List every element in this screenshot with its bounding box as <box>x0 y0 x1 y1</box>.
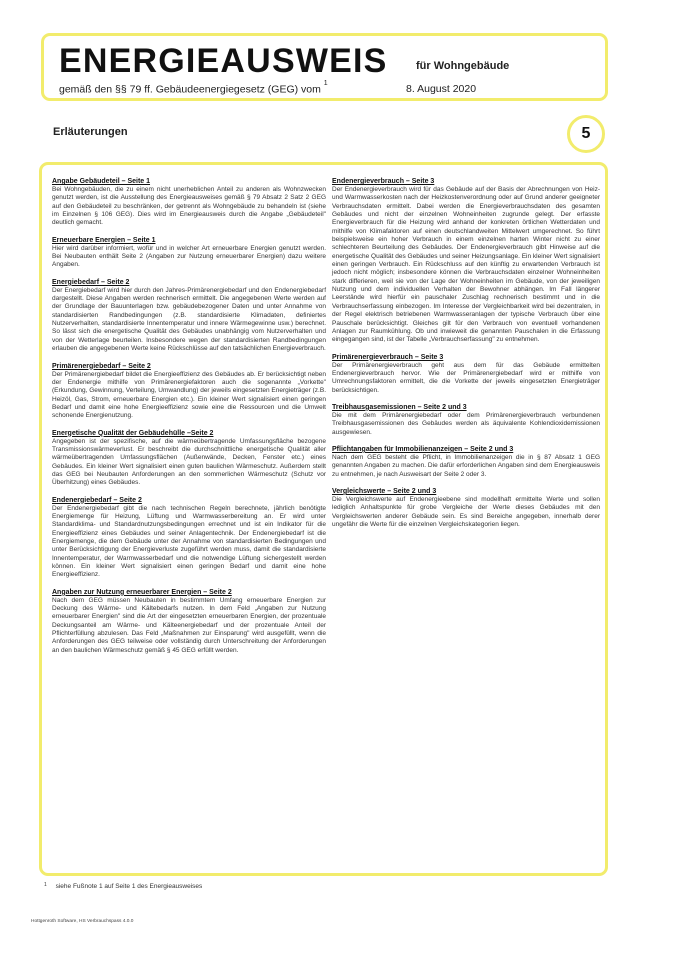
explanation-section <box>332 177 600 345</box>
section-title: Angabe Gebäudeteil – Seite 1 <box>52 178 151 185</box>
section-title: Primärenergieverbrauch – Seite 3 <box>332 353 444 361</box>
section-title: Angaben zur Nutzung erneuerbarer Energien – Seite 2 <box>52 588 232 596</box>
content-box <box>39 162 608 876</box>
explanation-section <box>332 445 600 479</box>
explanation-section <box>52 236 326 270</box>
section-text: Der Endenergiebedarf gibt die nach technischen Regeln berechnete, jährlich benötigte Energiemenge für Heizung, Lüftung und Warmwasserbereitung an. Er wird unter Standardklima- und Standardnutzungsbedingungen errechnet und ist ein Indikator für die Energieeffizienz eines Gebäudes und seiner Anlagentechnik. Der Endenergiebedarf ist die Energiemenge, die dem Gebäude unter der Annahme von standardisierten Bedingungen und unter Berücksichtigung der Energieverluste zugeführt werden muss, damit die standardisierte Innentemperatur, der Warmwasserbedarf und die notwendige Lüftung sichergestellt werden können. Ein kleiner Wert signalisiert einen geringen Bedarf und damit eine hohe Energieeffizienz. <box>52 504 326 579</box>
legal-basis-text: gemäß den §§ 79 ff. Gebäudeenergiegesetz (GEG) vom <box>59 83 321 96</box>
section-text: Die Vergleichswerte auf Endenergieebene sind modellhaft ermittelte Werte und sollen lediglich Anhaltspunkte für grobe Vergleiche der Werte dieses Gebäudes mit den Vergleichswerten anderer Gebäude sein. Es sind Bereiche angegeben, innerhalb derer ungefähr die Werte für die einzelnen Vergleichskategorien liegen. <box>332 495 600 528</box>
footnote <box>44 883 202 890</box>
explanation-section <box>332 353 600 395</box>
section-title: Erneuerbare Energien – Seite 1 <box>52 236 156 244</box>
left-column <box>52 177 326 663</box>
section-text: Der Endenergieverbrauch wird für das Gebäude auf der Basis der Abrechnungen von Heiz- und Warmwasserkosten nach der Heizkostenverordnung oder auf Grund anderer geeigneter Verbrauchsdaten ermittelt. Dabei werden die Energieverbrauchsdaten des gesamten Gebäudes und nicht der einzelnen Wohneinheiten zugrunde gelegt. Der erfasste Energieverbrauch für die Heizung wird anhand der konkreten örtlichen Wetterdaten und mithilfe von Klimafaktoren auf einen deutschlandweiten Mittelwert umgerechnet. So führt beispielsweise ein hoher Verbrauch in einem einzelnen harten Winter nicht zu einer schlechteren Beurteilung des Gebäudes. Der Endenergieverbrauch gibt Hinweise auf die energetische Qualität des Gebäudes und seiner Heizungsanlage. Ein kleiner Wert signalisiert einen geringen Verbrauch. Ein Rückschluss auf den künftig zu erwartenden Verbrauch ist jedoch nicht möglich; insbesondere können die Verbrauchsdaten einzelner Wohneinheiten stark differieren, weil sie von der Lage der Wohneinheiten im Gebäude, von der jeweiligen Nutzung und dem individuellen Verhalten der Bewohner abhängen. Im Fall längerer Leerstände wird hierfür ein pauschaler Zuschlag rechnerisch bestimmt und in die Verbrauchserfassung einbezogen. Im Interesse der Vergleichbarkeit wird bei dezentralen, in der Regel elektrisch betriebenen Warmwasseranlagen der typische Verbrauch über eine Pauschale berücksichtigt. Gleiches gilt für den Verbrauch von eventuell vorhandenen Anlagen zur Raumkühlung. Ob und inwieweit die genannten Pauschalen in die Erfassung eingegangen sind, ist der Tabelle „Verbrauchserfassung" zu entnehmen. <box>332 186 600 344</box>
page-number-badge: 5 <box>567 115 605 153</box>
section-text: Hier wird darüber informiert, wofür und in welcher Art erneuerbare Energien genutzt werden. Bei Neubauten enthält Seite 2 (Angaben zur Nutzung erneuerbarer Energien) dazu weitere Angaben. <box>52 244 326 269</box>
header-box <box>41 33 608 101</box>
section-text: Bei Wohngebäuden, die zu einem nicht unerheblichen Anteil zu anderen als Wohnzwecken genutzt werden, ist die Ausstellung des Energieausweises gemäß § 79 Absatz 2 Satz 2 GEG auf den Gebäudeteil zu beschränken, der getrennt als Wohngebäude zu behandeln ist (siehe im Einzelnen § 106 GEG). Dies wird im Energieausweis durch die Angabe „Gebäudeteil" deutlich gemacht. <box>52 186 326 227</box>
explanation-section <box>52 496 326 580</box>
section-text: Der Energiebedarf wird hier durch den Jahres-Primärenergiebedarf und den Endenergiebedarf dargestellt. Diese Angaben werden rechnerisch ermittelt. Die angegebenen Werte werden auf der Grundlage der Bauunterlagen bzw. gebäudebezogener Daten und unter Annahme von standardisierten Randbedingungen (z.B. standardisierte Klimadaten, definiertes Nutzerverhalten, standardisierte Innentemperatur und innere Wärmegewinne usw.) berechnet. So lässt sich die energetische Qualität des Gebäudes unabhängig vom Nutzerverhalten und von der Wetterlage beurteilen. Insbesondere wegen der standardisierten Randbedingungen erlauben die angegebenen Werte keine Rückschlüsse auf den tatsächlichen Energieverbrauch. <box>52 286 326 353</box>
section-title: Endenergiebedarf – Seite 2 <box>52 496 142 504</box>
section-title: Vergleichswerte – Seite 2 und 3 <box>332 487 437 495</box>
section-text: Die mit dem Primärenergiebedarf oder dem Primärenergieverbrauch verbundenen Treibhausgasemissionen des Gebäudes werden als äquivalente Kohlendioxidemissionen ausgewiesen. <box>332 411 600 436</box>
law-date: 8. August 2020 <box>406 83 477 95</box>
section-heading: Erläuterungen <box>53 126 128 138</box>
explanation-section <box>332 403 600 437</box>
explanation-section <box>52 362 326 421</box>
document-title: ENERGIEAUSWEIS <box>59 42 388 80</box>
footnote-reference: 1 <box>323 80 328 87</box>
document-subtitle: für Wohngebäude <box>416 60 510 72</box>
explanation-section <box>52 278 326 354</box>
section-title: Pflichtangaben für Immobilienanzeigen – Seite 2 und 3 <box>332 445 514 453</box>
section-title: Energiebedarf – Seite 2 <box>52 278 130 286</box>
footnote-mark: 1 <box>44 882 47 888</box>
section-text: Der Primärenergiebedarf bildet die Energieeffizienz des Gebäudes ab. Er berücksichtigt neben der Endenergie mithilfe von Primärenergiefaktoren auch die sogenannte „Vorkette" (Erkundung, Gewinnung, Verteilung, Umwandlung) der jeweils eingesetzten Energieträger (z.B. Heizöl, Gas, Strom, erneuerbare Energien etc.). Ein kleiner Wert signalisiert einen geringen Bedarf und damit eine hohe Energieeffizienz sowie eine die Ressourcen und die Umwelt schonende Energienutzung. <box>52 370 326 420</box>
section-title: Primärenergiebedarf – Seite 2 <box>52 362 151 370</box>
section-title: Endenergieverbrauch – Seite 3 <box>332 178 435 185</box>
footnote-text: siehe Fußnote 1 auf Seite 1 des Energieausweises <box>55 883 203 890</box>
explanation-section <box>52 429 326 488</box>
section-title: Treibhausgasemissionen – Seite 2 und 3 <box>332 403 467 411</box>
section-text: Angegeben ist der spezifische, auf die wärmeübertragende Umfassungsfläche bezogene Transmissionswärmeverlust. Er beschreibt die durchschnittliche energetische Qualität aller wärmeübertragenden Umfassungsflächen (Außenwände, Decken, Fenster etc.) eines Gebäudes. Ein kleiner Wert signalisiert einen guten baulichen Wärmeschutz. Außerdem stellt das GEG bei Neubauten Anforderungen an den sommerlichen Wärmeschutz (Schutz vor Überhitzung) eines Gebäudes. <box>52 437 326 487</box>
section-title: Energetische Qualität der Gebäudehülle –Seite 2 <box>52 429 214 437</box>
explanation-section <box>52 588 326 655</box>
explanation-section <box>52 177 326 228</box>
section-text: Der Primärenergieverbrauch geht aus dem für das Gebäude ermittelten Endenergieverbrauch hervor. Wie der Primärenergiebedarf wird er mithilfe von Umrechnungsfaktoren ermittelt, die die Vorkette der jeweils eingesetzten Energieträger berücksichtigen. <box>332 361 600 394</box>
section-text: Nach dem GEG müssen Neubauten in bestimmtem Umfang erneuerbare Energien zur Deckung des Wärme- und Kältebedarfs nutzen. In dem Feld „Angaben zur Nutzung erneuerbarer Energien" sind die Art der eingesetzten erneuerbaren Energien, der prozentuale Deckungsanteil am Wärme- und Kälteenergiebedarf und der prozentuale Anteil der Pflichterfüllung abzulesen. Das Feld „Maßnahmen zur Einsparung" wird ausgefüllt, wenn die Anforderungen des GEG teilweise oder vollständig durch Unterschreitung der Anforderungen an den baulichen Wärmeschutz gemäß § 45 GEG erfüllt werden. <box>52 596 326 654</box>
legal-basis <box>59 80 328 96</box>
section-text: Nach dem GEG besteht die Pflicht, in Immobilienanzeigen die in § 87 Absatz 1 GEG genannten Angaben zu machen. Die dafür erforderlichen Angaben sind dem Energieausweis zu entnehmen, je nach Ausweisart der Seite 2 oder 3. <box>332 453 600 478</box>
right-column <box>332 177 600 537</box>
software-note: Hottgenroth Software, HS Verbrauchspass 4.0.0 <box>31 919 134 924</box>
explanation-section <box>332 487 600 529</box>
